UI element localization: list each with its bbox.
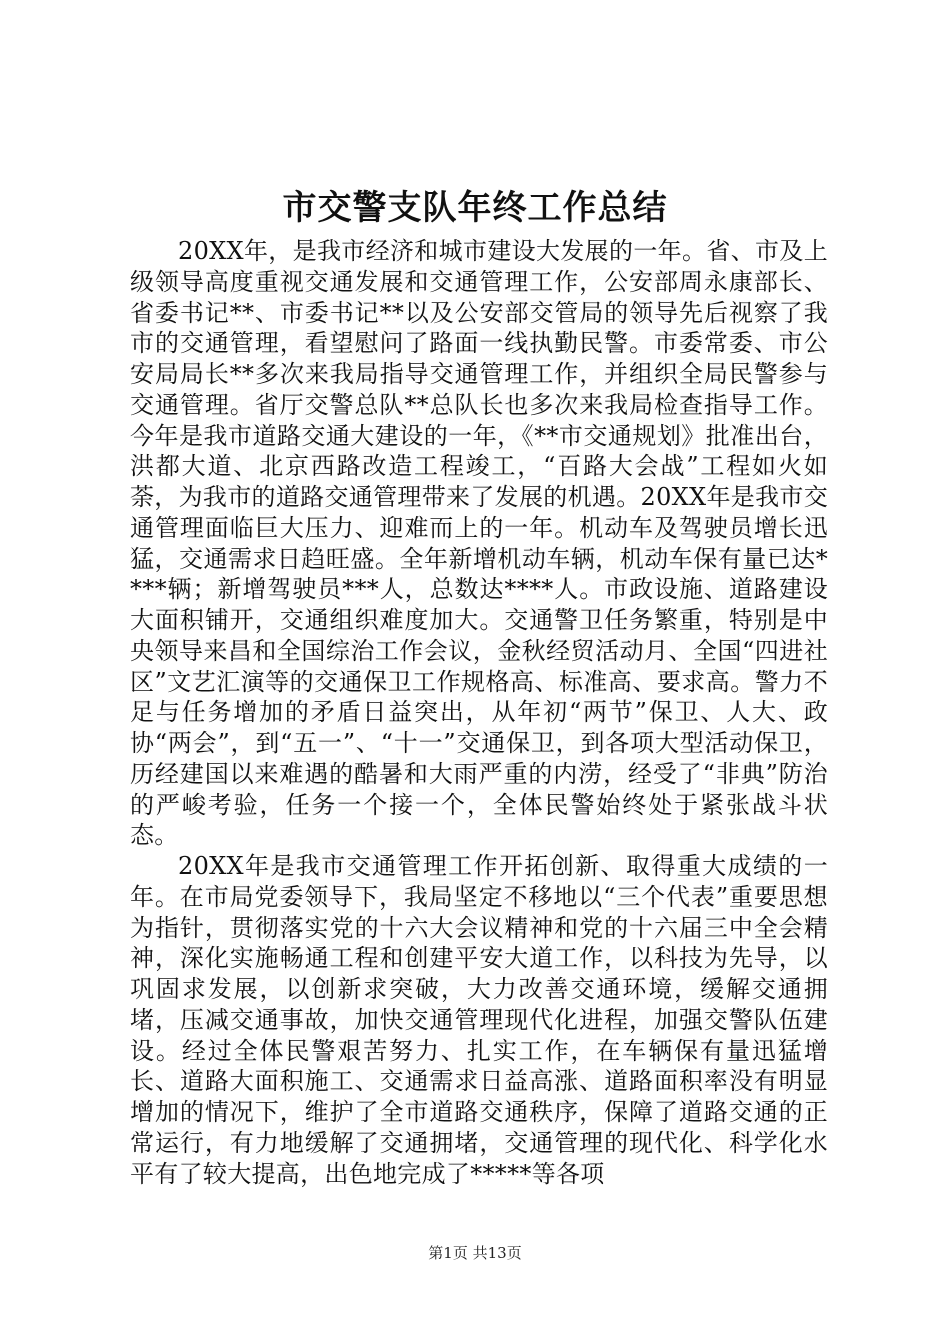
paragraph-1: 20XX年，是我市经济和城市建设大发展的一年。省、市及上级领导高度重视交通发展和交通管理工作，公安部周永康部长、省委书记**、市委书记**以及公安部交管局的领导先后视察了我市的交通管理，看望慰问了路面一线执勤民警。市委常委、市公安局局长**多次来我局指导交通管理工作，并组织全局民警参与交通管理。省厅交警总队**总队长也多次来我局检查指导工作。今年是我市道路交通大建设的一年，《**市交通规划》批准出台，洪都大道、北京西路改造工程竣工，“百路大会战”工程如火如荼，为我市的道路交通管理带来了发展的机遇。20XX年是我市交通管理面临巨大压力、迎难而上的一年。机动车及驾驶员增长迅猛，交通需求日趋旺盛。全年新增机动车辆，机动车保有量已达****辆；新增驾驶员***人，总数达****人。市政设施、道路建设大面积铺开，交通组织难度加大。交通警卫任务繁重，特别是中央领导来昌和全国综治工作会议，金秋经贸活动月、全国“四进社区”文艺汇演等的交通保卫工作规格高、标准高、要求高。警力不足与任务增加的矛盾日益突出，从年初“两节”保卫、人大、政协“两会”，到“五一”、“十一”交通保卫，到各项大型活动保卫，历经建国以来难遇的酷暑和大雨严重的内涝，经受了“非典”防治的严峻考验，任务一个接一个，全体民警始终处于紧张战斗状态。 <box>130 237 828 850</box>
paragraph-2: 20XX年是我市交通管理工作开拓创新、取得重大成绩的一年。在市局党委领导下，我局坚定不移地以“三个代表”重要思想为指针，贯彻落实党的十六大会议精神和党的十六届三中全会精神，深化实施畅通工程和创建平安大道工作，以科技为先导，以巩固求发展，以创新求突破，大力改善交通环境，缓解交通拥堵，压减交通事故，加快交通管理现代化进程，加强交警队伍建设。经过全体民警艰苦努力、扎实工作，在车辆保有量迅猛增长、道路大面积施工、交通需求日益高涨、道路面积率没有明显增加的情况下，维护了全市道路交通秩序，保障了道路交通的正常运行，有力地缓解了交通拥堵，交通管理的现代化、科学化水平有了较大提高，出色地完成了*****等各项 <box>130 852 828 1188</box>
page-number-footer: 第1页 共13页 <box>428 1244 522 1262</box>
document-title: 市交警支队年终工作总结 <box>282 188 668 228</box>
document-body <box>130 236 828 1189</box>
